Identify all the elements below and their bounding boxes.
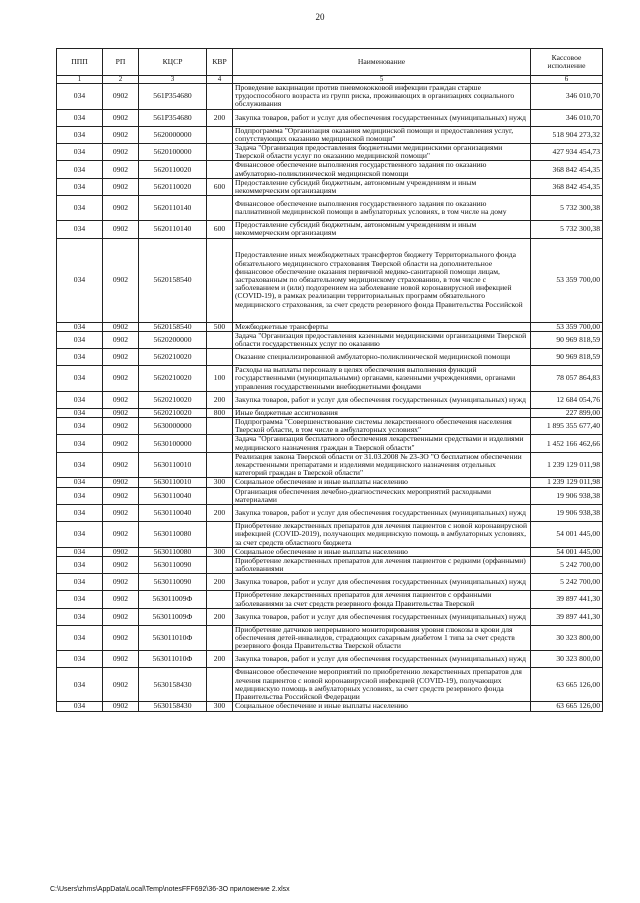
cell-kvr xyxy=(207,522,233,548)
cell-name: Реализация закона Тверской области от 31.03.2008 № 23-ЗО "О бесплатном обеспечении лекарственными препаратами и изделиями медицинского назначения отдельных категорий граждан в Тверской области" xyxy=(233,452,531,478)
cell-kcsr: 563011009Ф xyxy=(139,591,207,608)
col-header-name: Наименование xyxy=(233,49,531,76)
cell-name: Финансовое обеспечение выполнения государственного задания по оказанию амбулаторно-поликлинической медицинской помощи xyxy=(233,161,531,178)
cell-rp: 0902 xyxy=(103,547,139,556)
cell-rp: 0902 xyxy=(103,221,139,238)
cell-kcsr: 5620110020 xyxy=(139,178,207,195)
cell-name: Финансовое обеспечение выполнения государственного задания по оказанию паллиативной медицинской помощи в амбулаторных условиях, в том числе на дому xyxy=(233,196,531,221)
table-row xyxy=(57,238,603,322)
col-header-kvr: КВР xyxy=(207,49,233,76)
cell-name: Финансовое обеспечение мероприятий по приобретению лекарственных препаратов для лечения пациентов с новой коронавирусной инфекцией (COVID-19), получающих медицинскую помощь в амбулаторных условиях, за счет средств резервного фонда Правительства Российской Федерации xyxy=(233,668,531,702)
cell-name: Социальное обеспечение и иные выплаты населению xyxy=(233,547,531,556)
table-row xyxy=(57,556,603,573)
cell-amount: 19 906 938,38 xyxy=(531,487,603,504)
cell-name: Подпрограмма "Организация оказания медицинской помощи и предоставления услуг, сопутствующих оказанию медицинской помощи" xyxy=(233,126,531,143)
cell-kcsr: 5630110010 xyxy=(139,452,207,478)
cell-rp: 0902 xyxy=(103,556,139,573)
cell-kvr xyxy=(207,452,233,478)
cell-ppp: 034 xyxy=(57,574,103,591)
cell-kvr xyxy=(207,487,233,504)
cell-kvr xyxy=(207,668,233,702)
cell-rp: 0902 xyxy=(103,126,139,143)
cell-ppp: 034 xyxy=(57,408,103,417)
cell-name: Организация обеспечения лечебно-диагностических мероприятий расходными материалами xyxy=(233,487,531,504)
cell-kvr xyxy=(207,126,233,143)
cell-amount: 19 906 938,38 xyxy=(531,505,603,522)
cell-amount: 1 239 129 011,98 xyxy=(531,478,603,487)
cell-kvr xyxy=(207,625,233,651)
table-row xyxy=(57,591,603,608)
cell-rp: 0902 xyxy=(103,574,139,591)
cell-ppp: 034 xyxy=(57,668,103,702)
cell-ppp: 034 xyxy=(57,161,103,178)
cell-ppp: 034 xyxy=(57,547,103,556)
cell-rp: 0902 xyxy=(103,408,139,417)
cell-rp: 0902 xyxy=(103,178,139,195)
cell-kcsr: 5630100000 xyxy=(139,435,207,452)
table-row xyxy=(57,391,603,408)
budget-table xyxy=(56,48,603,712)
cell-ppp: 034 xyxy=(57,591,103,608)
cell-amount: 368 842 454,35 xyxy=(531,161,603,178)
cell-kcsr: 5630110080 xyxy=(139,547,207,556)
cell-kcsr: 563011009Ф xyxy=(139,608,207,625)
cell-name: Приобретение лекарственных препаратов для лечения пациентов с орфанными заболеваниями за счет средств резервного фонда Правительства Тверской xyxy=(233,591,531,608)
cell-kcsr: 5620210020 xyxy=(139,349,207,366)
cell-kvr: 200 xyxy=(207,505,233,522)
cell-name: Расходы на выплаты персоналу в целях обеспечения выполнения функций государственными (муниципальными) органами, казенными учреждениями, органами управления государственными внебюджетными фондами xyxy=(233,366,531,392)
cell-ppp: 034 xyxy=(57,238,103,322)
cell-amount: 1 239 129 011,98 xyxy=(531,452,603,478)
cell-kvr: 200 xyxy=(207,574,233,591)
table-row xyxy=(57,505,603,522)
cell-amount: 90 969 818,59 xyxy=(531,349,603,366)
cell-amount: 5 732 300,38 xyxy=(531,196,603,221)
col-header-ppp: ППП xyxy=(57,49,103,76)
cell-rp: 0902 xyxy=(103,366,139,392)
cell-amount: 12 684 054,76 xyxy=(531,391,603,408)
cell-kvr: 600 xyxy=(207,221,233,238)
cell-ppp: 034 xyxy=(57,322,103,331)
cell-name: Проведение вакцинации против пневмококковой инфекции граждан старше трудоспособного возраста из групп риска, проживающих в организациях социального обслуживания xyxy=(233,84,531,110)
table-row xyxy=(57,452,603,478)
col-number: 2 xyxy=(103,76,139,84)
cell-ppp: 034 xyxy=(57,84,103,110)
table-row xyxy=(57,366,603,392)
cell-ppp: 034 xyxy=(57,418,103,435)
cell-kcsr: 5620200000 xyxy=(139,331,207,348)
cell-ppp: 034 xyxy=(57,522,103,548)
header-row xyxy=(57,49,603,76)
table-row xyxy=(57,478,603,487)
table-row xyxy=(57,126,603,143)
cell-rp: 0902 xyxy=(103,391,139,408)
cell-kcsr: 563011010Ф xyxy=(139,625,207,651)
cell-kcsr: 5620210020 xyxy=(139,391,207,408)
cell-amount: 63 665 126,00 xyxy=(531,702,603,711)
cell-amount: 54 001 445,00 xyxy=(531,522,603,548)
cell-amount: 39 897 441,30 xyxy=(531,591,603,608)
cell-ppp: 034 xyxy=(57,505,103,522)
cell-amount: 346 010,70 xyxy=(531,109,603,126)
cell-kcsr: 561P354680 xyxy=(139,109,207,126)
cell-kvr: 500 xyxy=(207,322,233,331)
col-number: 6 xyxy=(531,76,603,84)
cell-ppp: 034 xyxy=(57,349,103,366)
cell-kvr xyxy=(207,196,233,221)
cell-kvr xyxy=(207,144,233,161)
cell-name: Иные бюджетные ассигнования xyxy=(233,408,531,417)
table-row xyxy=(57,221,603,238)
cell-kcsr: 5620100000 xyxy=(139,144,207,161)
cell-rp: 0902 xyxy=(103,668,139,702)
col-header-rp: РП xyxy=(103,49,139,76)
cell-ppp: 034 xyxy=(57,109,103,126)
cell-ppp: 034 xyxy=(57,126,103,143)
cell-name: Оказание специализированной амбулаторно-поликлинической медицинской помощи xyxy=(233,349,531,366)
cell-name: Приобретение лекарственных препаратов для лечения пациентов с новой коронавирусной инфекцией (COVID-2019), получающих медицинскую помощь в амбулаторных условиях, за счет средств областного бюджета xyxy=(233,522,531,548)
table-row xyxy=(57,418,603,435)
cell-kcsr: 5630110090 xyxy=(139,574,207,591)
cell-kcsr: 5620158540 xyxy=(139,238,207,322)
cell-amount: 1 452 166 462,66 xyxy=(531,435,603,452)
cell-rp: 0902 xyxy=(103,144,139,161)
cell-kcsr: 5620110140 xyxy=(139,221,207,238)
cell-kvr xyxy=(207,331,233,348)
cell-name: Задача "Организация предоставления казенными медицинскими организациями Тверской области государственных услуг по оказанию xyxy=(233,331,531,348)
cell-amount: 63 665 126,00 xyxy=(531,668,603,702)
cell-amount: 5 242 700,00 xyxy=(531,574,603,591)
cell-amount: 78 057 864,83 xyxy=(531,366,603,392)
table-row xyxy=(57,702,603,711)
cell-name: Предоставление субсидий бюджетным, автономным учреждениям и иным некоммерческим организациям xyxy=(233,178,531,195)
cell-amount: 1 895 355 677,40 xyxy=(531,418,603,435)
cell-ppp: 034 xyxy=(57,702,103,711)
cell-name: Социальное обеспечение и иные выплаты населению xyxy=(233,702,531,711)
col-number: 4 xyxy=(207,76,233,84)
cell-name: Закупка товаров, работ и услуг для обеспечения государственных (муниципальных) нужд xyxy=(233,574,531,591)
cell-amount: 368 842 454,35 xyxy=(531,178,603,195)
table-row xyxy=(57,547,603,556)
cell-ppp: 034 xyxy=(57,435,103,452)
cell-kvr: 600 xyxy=(207,178,233,195)
cell-ppp: 034 xyxy=(57,651,103,668)
cell-kvr xyxy=(207,556,233,573)
cell-name: Предоставление субсидий бюджетным, автономным учреждениям и иным некоммерческим организациям xyxy=(233,221,531,238)
cell-kcsr: 5630110040 xyxy=(139,487,207,504)
cell-kcsr: 563011010Ф xyxy=(139,651,207,668)
cell-kvr: 300 xyxy=(207,547,233,556)
table-row xyxy=(57,574,603,591)
cell-ppp: 034 xyxy=(57,452,103,478)
cell-ppp: 034 xyxy=(57,487,103,504)
cell-kvr: 200 xyxy=(207,651,233,668)
cell-name: Социальное обеспечение и иные выплаты населению xyxy=(233,478,531,487)
cell-rp: 0902 xyxy=(103,238,139,322)
cell-kcsr: 5630110080 xyxy=(139,522,207,548)
cell-kvr: 200 xyxy=(207,391,233,408)
table-row xyxy=(57,668,603,702)
cell-kcsr: 5620210020 xyxy=(139,366,207,392)
col-number: 3 xyxy=(139,76,207,84)
cell-rp: 0902 xyxy=(103,522,139,548)
cell-kvr: 800 xyxy=(207,408,233,417)
cell-kcsr: 5620110020 xyxy=(139,161,207,178)
cell-kcsr: 561P354680 xyxy=(139,84,207,110)
cell-rp: 0902 xyxy=(103,487,139,504)
cell-kcsr: 5630158430 xyxy=(139,668,207,702)
cell-kvr xyxy=(207,238,233,322)
cell-name: Закупка товаров, работ и услуг для обеспечения государственных (муниципальных) нужд xyxy=(233,109,531,126)
cell-amount: 54 001 445,00 xyxy=(531,547,603,556)
table-row xyxy=(57,625,603,651)
table-body xyxy=(57,84,603,712)
table-row xyxy=(57,144,603,161)
col-header-kcsr: КЦСР xyxy=(139,49,207,76)
cell-amount: 5 242 700,00 xyxy=(531,556,603,573)
cell-ppp: 034 xyxy=(57,625,103,651)
cell-ppp: 034 xyxy=(57,196,103,221)
cell-kcsr: 5630158430 xyxy=(139,702,207,711)
cell-kvr: 100 xyxy=(207,366,233,392)
cell-name: Подпрограмма "Совершенствование системы лекарственного обеспечения населения Тверской области, в том числе в амбулаторных условиях" xyxy=(233,418,531,435)
cell-ppp: 034 xyxy=(57,391,103,408)
col-number: 1 xyxy=(57,76,103,84)
cell-name: Приобретение датчиков непрерывного мониторирования уровня глюкозы в крови для обеспечения детей-инвалидов, страдающих сахарным диабетом 1 типа за счет средств резервного фонда Правительства Тверской области xyxy=(233,625,531,651)
cell-kcsr: 5630000000 xyxy=(139,418,207,435)
table-row xyxy=(57,322,603,331)
table-row xyxy=(57,608,603,625)
cell-rp: 0902 xyxy=(103,196,139,221)
cell-amount: 39 897 441,30 xyxy=(531,608,603,625)
cell-rp: 0902 xyxy=(103,702,139,711)
cell-ppp: 034 xyxy=(57,178,103,195)
cell-name: Закупка товаров, работ и услуг для обеспечения государственных (муниципальных) нужд xyxy=(233,505,531,522)
table-row xyxy=(57,435,603,452)
cell-rp: 0902 xyxy=(103,322,139,331)
cell-amount: 5 732 300,38 xyxy=(531,221,603,238)
page-number: 20 xyxy=(315,12,325,22)
table-row xyxy=(57,651,603,668)
cell-kvr: 200 xyxy=(207,109,233,126)
cell-amount: 346 010,70 xyxy=(531,84,603,110)
table-row xyxy=(57,408,603,417)
table-row xyxy=(57,349,603,366)
footer-file-path: C:\Users\zhms\AppData\Local\Temp\notesFFF692\36-ЗО приложение 2.xlsx xyxy=(50,886,290,893)
cell-kvr xyxy=(207,84,233,110)
cell-rp: 0902 xyxy=(103,625,139,651)
table-row xyxy=(57,196,603,221)
cell-kcsr: 5620000000 xyxy=(139,126,207,143)
cell-name: Межбюджетные трансферты xyxy=(233,322,531,331)
cell-amount: 90 969 818,59 xyxy=(531,331,603,348)
cell-ppp: 034 xyxy=(57,144,103,161)
cell-ppp: 034 xyxy=(57,608,103,625)
cell-ppp: 034 xyxy=(57,478,103,487)
cell-name: Приобретение лекарственных препаратов для лечения пациентов с редкими (орфанными) заболеваниями xyxy=(233,556,531,573)
cell-name: Закупка товаров, работ и услуг для обеспечения государственных (муниципальных) нужд xyxy=(233,391,531,408)
cell-amount: 518 904 273,32 xyxy=(531,126,603,143)
cell-amount: 53 359 700,00 xyxy=(531,238,603,322)
cell-rp: 0902 xyxy=(103,418,139,435)
cell-amount: 30 323 800,00 xyxy=(531,625,603,651)
cell-rp: 0902 xyxy=(103,608,139,625)
cell-kvr xyxy=(207,349,233,366)
cell-rp: 0902 xyxy=(103,505,139,522)
table-row xyxy=(57,161,603,178)
cell-name: Закупка товаров, работ и услуг для обеспечения государственных (муниципальных) нужд xyxy=(233,651,531,668)
cell-rp: 0902 xyxy=(103,591,139,608)
cell-rp: 0902 xyxy=(103,478,139,487)
table-row xyxy=(57,331,603,348)
cell-kcsr: 5630110090 xyxy=(139,556,207,573)
cell-rp: 0902 xyxy=(103,349,139,366)
cell-name: Задача "Организация предоставления бюджетными медицинскими организациями Тверской области услуг по оказанию медицинской помощи" xyxy=(233,144,531,161)
cell-kvr xyxy=(207,591,233,608)
cell-amount: 227 899,00 xyxy=(531,408,603,417)
cell-rp: 0902 xyxy=(103,331,139,348)
cell-kcsr: 5620110140 xyxy=(139,196,207,221)
cell-name: Предоставление иных межбюджетных трансфертов бюджету Территориального фонда обязательного медицинского страхования Тверской области на дополнительное финансовое обеспечение оказания первичной медико-санитарной помощи лицам, застрахованным по обязательному медицинскому страхованию, в том числе с заболеванием и (или) подозрением на заболевание новой коронавирусной инфекцией (COVID-19), в рамках реализации территориальных программ обязательного медицинского страхования, за счет средств резервного фонда Правительства Российской xyxy=(233,238,531,322)
cell-kvr: 300 xyxy=(207,702,233,711)
table-row xyxy=(57,178,603,195)
cell-amount: 30 323 800,00 xyxy=(531,651,603,668)
cell-ppp: 034 xyxy=(57,366,103,392)
cell-amount: 427 934 454,73 xyxy=(531,144,603,161)
cell-kvr: 300 xyxy=(207,478,233,487)
column-numbers-row xyxy=(57,76,603,84)
cell-kvr xyxy=(207,435,233,452)
cell-kvr xyxy=(207,418,233,435)
col-header-sum: Кассовое исполнение xyxy=(531,49,603,76)
cell-name: Закупка товаров, работ и услуг для обеспечения государственных (муниципальных) нужд xyxy=(233,608,531,625)
col-number: 5 xyxy=(233,76,531,84)
table-row xyxy=(57,487,603,504)
table-row xyxy=(57,522,603,548)
table-row xyxy=(57,109,603,126)
cell-ppp: 034 xyxy=(57,556,103,573)
cell-kvr xyxy=(207,161,233,178)
cell-name: Задача "Организация бесплатного обеспечения лекарственными средствами и изделиями медицинского назначения граждан в Тверской области" xyxy=(233,435,531,452)
cell-rp: 0902 xyxy=(103,435,139,452)
cell-ppp: 034 xyxy=(57,331,103,348)
cell-kvr: 200 xyxy=(207,608,233,625)
cell-rp: 0902 xyxy=(103,161,139,178)
cell-kcsr: 5630110010 xyxy=(139,478,207,487)
cell-amount: 53 359 700,00 xyxy=(531,322,603,331)
cell-rp: 0902 xyxy=(103,651,139,668)
cell-rp: 0902 xyxy=(103,109,139,126)
cell-ppp: 034 xyxy=(57,221,103,238)
cell-rp: 0902 xyxy=(103,84,139,110)
cell-kcsr: 5620210020 xyxy=(139,408,207,417)
table-row xyxy=(57,84,603,110)
cell-kcsr: 5620158540 xyxy=(139,322,207,331)
cell-kcsr: 5630110040 xyxy=(139,505,207,522)
cell-rp: 0902 xyxy=(103,452,139,478)
